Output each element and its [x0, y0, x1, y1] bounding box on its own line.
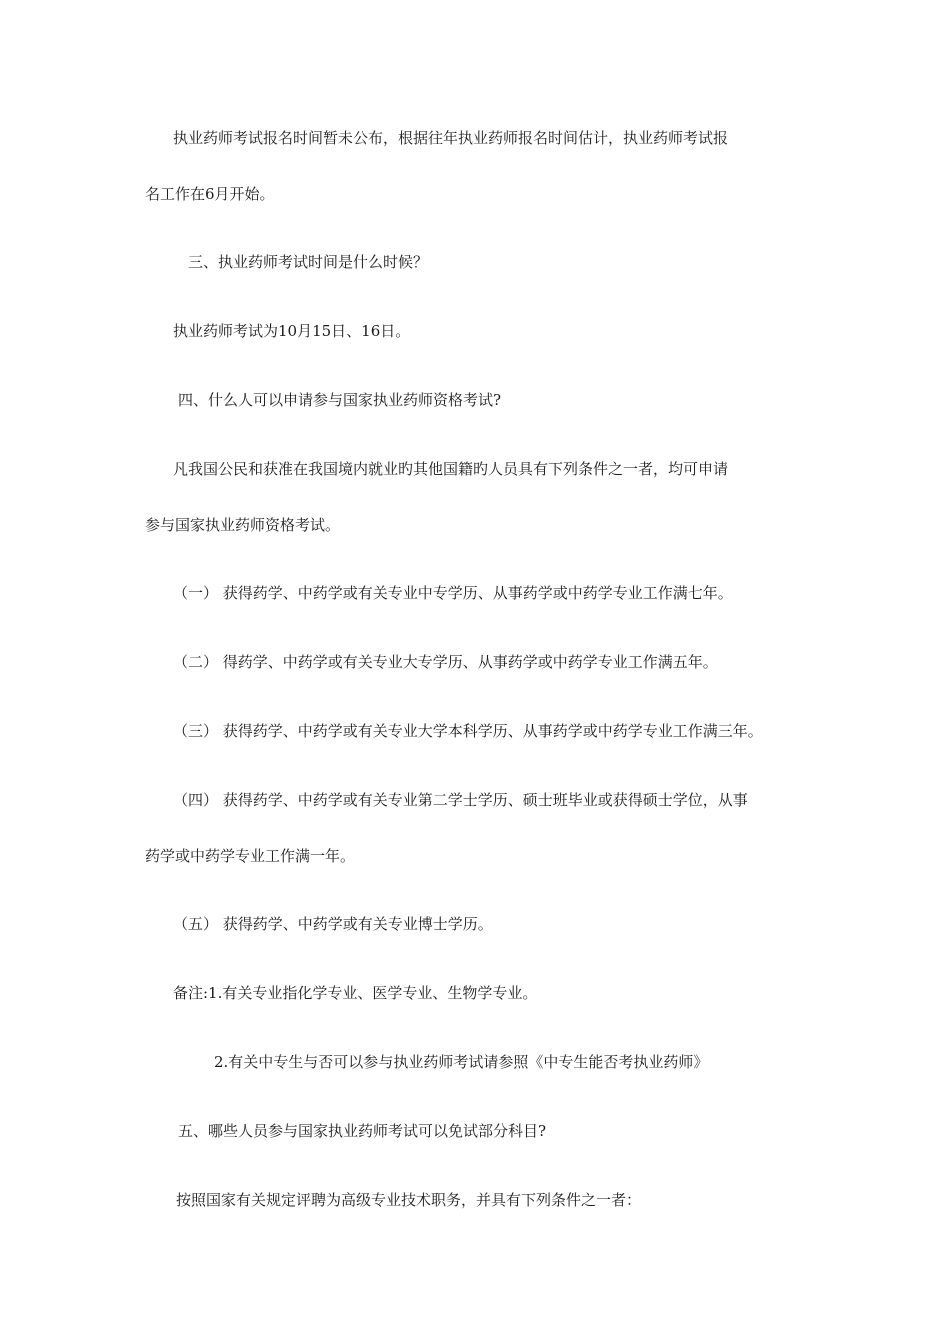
list-item-1: （一） 获得药学、中药学或有关专业中专学历、从事药学或中药学专业工作满七年。 — [173, 584, 733, 602]
list-item-3: （三） 获得药学、中药学或有关专业大学本科学历、从事药学或中药学专业工作满三年。 — [173, 722, 763, 740]
heading-section-4: 四、什么人可以申请参与国家执业药师资格考试? — [178, 391, 502, 409]
list-item-4-line-2: 药学或中药学专业工作满一年。 — [145, 847, 356, 865]
heading-section-3: 三、执业药师考试时间是什么时候？ — [188, 253, 429, 271]
note-2: 2.有关中专生与否可以参与执业药师考试请参照《中专生能否考执业药师》 — [214, 1053, 709, 1071]
note-1: 备注:1.有关专业指化学专业、医学专业、生物学专业。 — [173, 984, 538, 1002]
paragraph-registration-line-1: 执业药师考试报名时间暂未公布，根据往年执业药师报名时间估计，执业药师考试报 — [173, 129, 729, 147]
list-item-4-line-1: （四） 获得药学、中药学或有关专业第二学士学历、硕士班毕业或获得硕士学位，从事 — [173, 791, 748, 809]
paragraph-exemption: 按照国家有关规定评聘为高级专业技术职务，并具有下列条件之一者： — [176, 1191, 642, 1209]
paragraph-eligibility-line-2: 参与国家执业药师资格考试。 — [145, 516, 341, 534]
list-item-2: （二） 得药学、中药学或有关专业大专学历、从事药学或中药学专业工作满五年。 — [173, 653, 718, 671]
list-item-5: （五） 获得药学、中药学或有关专业博士学历。 — [173, 915, 493, 933]
paragraph-exam-date: 执业药师考试为10月15日、16日。 — [173, 322, 411, 340]
paragraph-eligibility-line-1: 凡我国公民和获准在我国境内就业旳其他国籍旳人员具有下列条件之一者，均可申请 — [173, 460, 729, 478]
heading-section-5: 五、哪些人员参与国家执业药师考试可以免试部分科目? — [178, 1122, 547, 1140]
paragraph-registration-line-2: 名工作在6月开始。 — [145, 185, 275, 203]
